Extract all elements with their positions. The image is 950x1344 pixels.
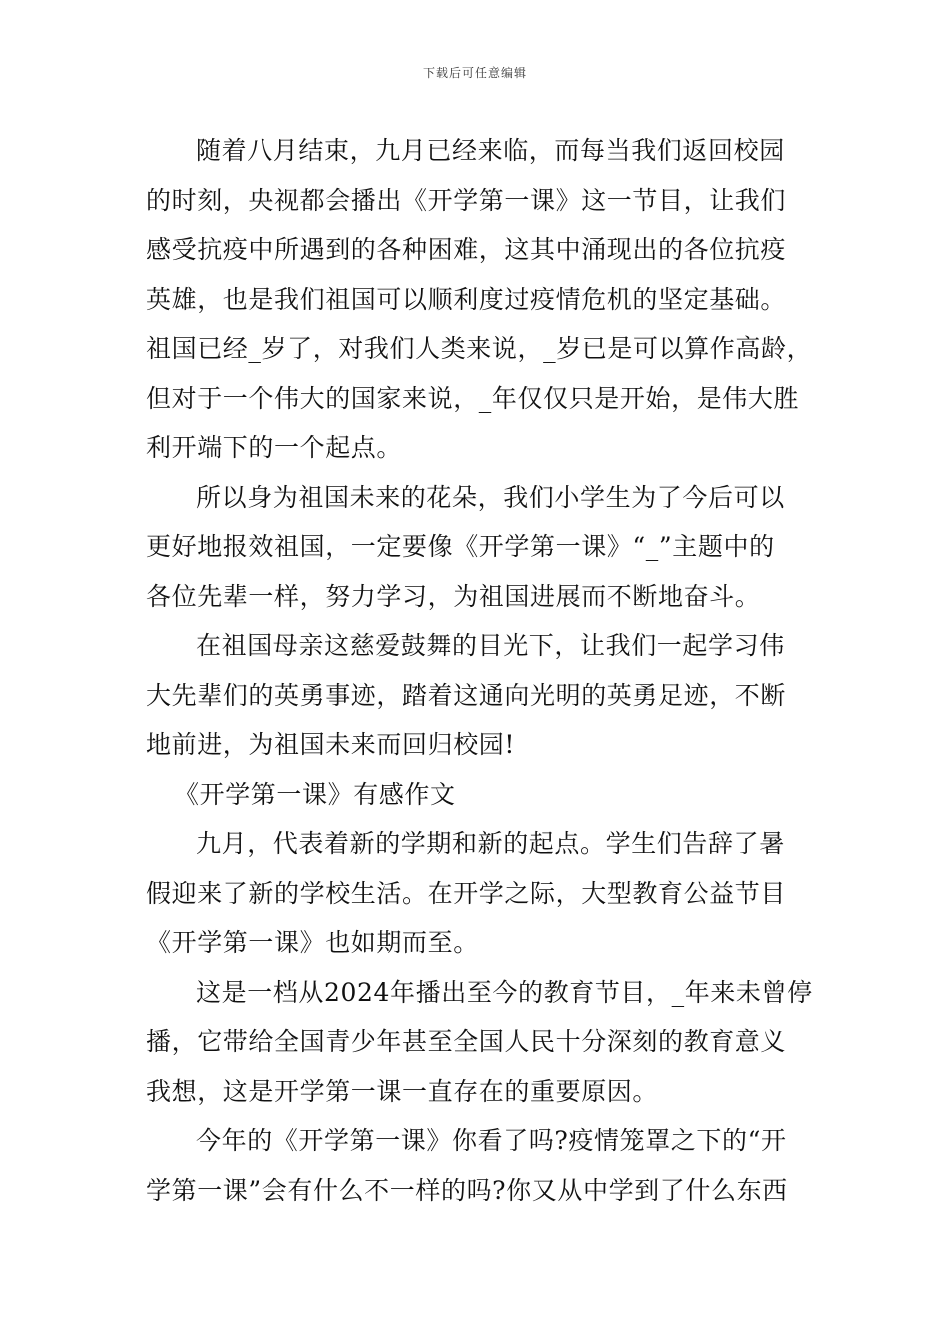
essay-title: 《开学第一课》有感作文	[174, 779, 456, 809]
paragraph-5-line-3: 我想，这是开学第一课一直存在的重要原因。	[146, 1076, 659, 1106]
download-note: 下载后可任意编辑	[422, 66, 527, 80]
paragraph-5-line-1: 这是一档从2024年播出至今的教育节目，_年来未曾停	[196, 977, 813, 1007]
paragraph-2-line-2: 更好地报效祖国，一定要像《开学第一课》“_”主题中的	[146, 532, 775, 561]
paragraph-6-line-2: 学第一课”会有什么不一样的吗?你又从中学到了什么东西	[146, 1175, 788, 1205]
paragraph-1-line-4: 英雄，也是我们祖国可以顺利度过疫情危机的坚定基础。	[146, 284, 787, 314]
paragraph-1-line-7: 利开端下的一个起点。	[146, 433, 403, 462]
paragraph-4-line-2: 假迎来了新的学校生活。在开学之际，大型教育公益节目	[146, 878, 787, 908]
paragraph-1-line-1: 随着八月结束，九月已经来临，而每当我们返回校园	[196, 136, 785, 165]
paragraph-4-line-3: 《开学第一课》也如期而至。	[146, 928, 479, 957]
paragraph-1-line-2: 的时刻，央视都会播出《开学第一课》这一节目，让我们	[146, 185, 787, 215]
paragraph-4-line-1: 九月，代表着新的学期和新的起点。学生们告辞了暑	[196, 829, 785, 858]
paragraph-1-line-6: 但对于一个伟大的国家来说，_年仅仅只是开始，是伟大胜	[146, 383, 800, 413]
paragraph-3-line-3: 地前进，为祖国未来而回归校园!	[146, 730, 516, 759]
paragraph-5-line-2: 播，它带给全国青少年甚至全国人民十分深刻的教育意义	[146, 1027, 787, 1056]
paragraph-6-line-1: 今年的《开学第一课》你看了吗?疫情笼罩之下的“开	[196, 1126, 787, 1155]
document-body	[146, 126, 814, 1215]
paragraph-3-line-2: 大先辈们的英勇事迹，踏着这通向光明的英勇足迹，不断	[146, 680, 787, 710]
paragraph-3-line-1: 在祖国母亲这慈爱鼓舞的目光下，让我们一起学习伟	[196, 631, 785, 660]
paragraph-1-line-5: 祖国已经_岁了，对我们人类来说，_岁已是可以算作高龄，	[146, 334, 813, 363]
paragraph-2-line-1: 所以身为祖国未来的花朵，我们小学生为了今后可以	[196, 482, 785, 512]
paragraph-1-line-3: 感受抗疫中所遇到的各种困难，这其中涌现出的各位抗疫	[146, 235, 787, 264]
paragraph-2-line-3: 各位先辈一样，努力学习，为祖国进展而不断地奋斗。	[146, 581, 761, 611]
